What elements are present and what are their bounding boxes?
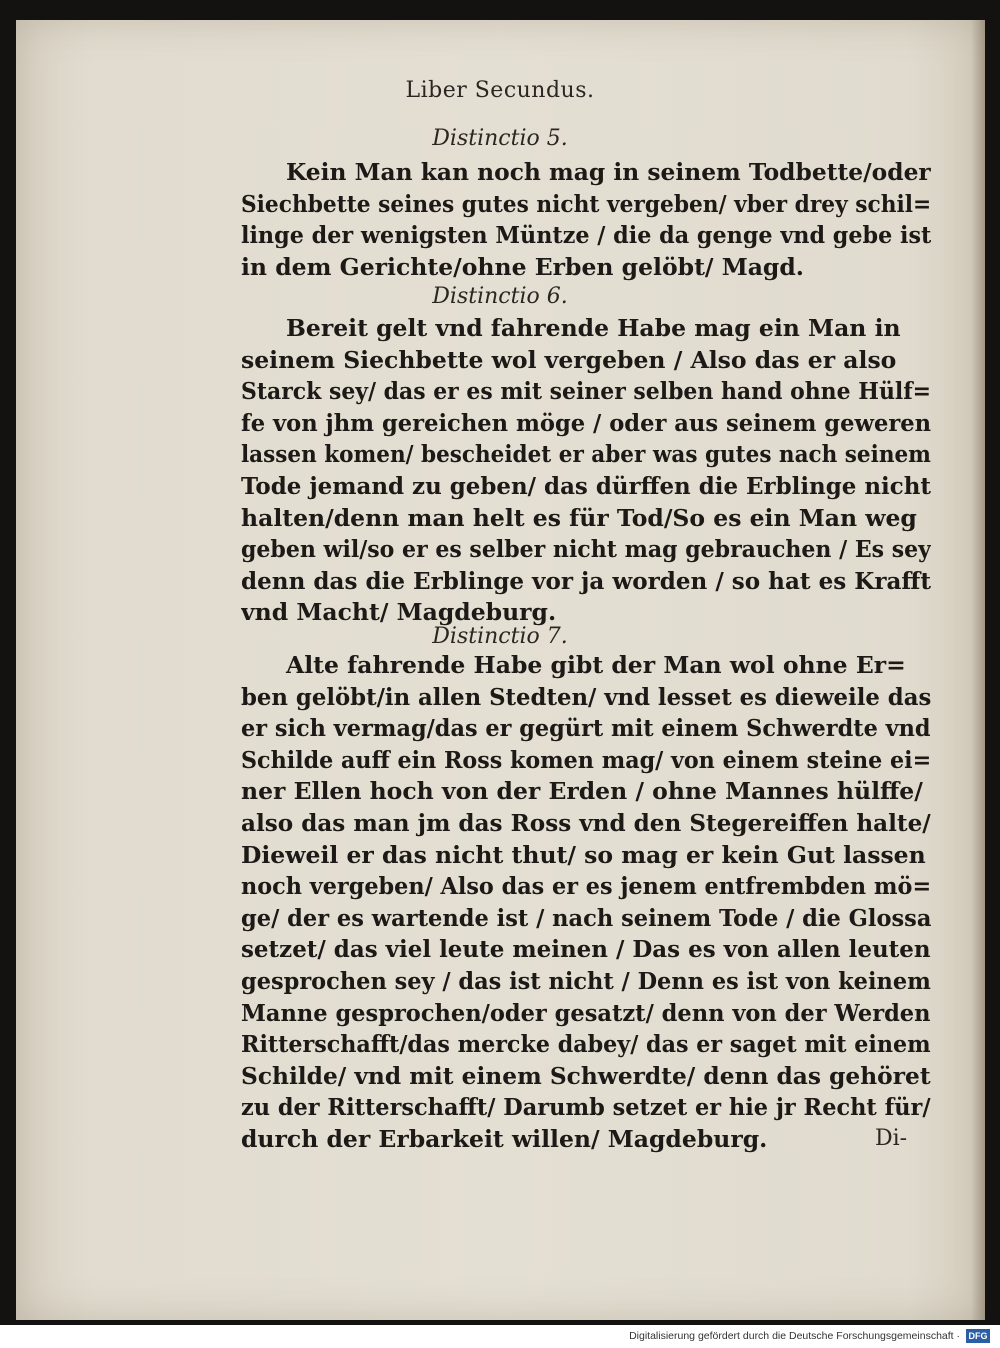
text-line: Starck sey/ das er es mit seiner selben hand ohne Hülf= [241, 377, 931, 406]
text-line: Dieweil er das nicht thut/ so mag er kein Gut lassen [241, 840, 926, 869]
text-line: linge der wenigsten Müntze / die da genge vnd gebe ist [241, 221, 931, 250]
text-line: gesprochen sey / das ist nicht / Denn es ist von keinem [241, 966, 931, 995]
footer-bar [0, 1325, 1000, 1348]
section-body [241, 650, 931, 1156]
text-line: Manne gesprochen/oder gesatzt/ denn von der Werden [241, 998, 931, 1027]
text-line: halten/denn man helt es für Tod/So es ein Man weg [241, 503, 917, 532]
text-line: Ritterschafft/das mercke dabey/ das er saget mit einem [241, 1030, 931, 1059]
text-line: Tode jemand zu geben/ das dürffen die Erblinge nicht [241, 471, 931, 500]
text-line: setzet/ das viel leute meinen / Das es von allen leuten [241, 935, 931, 964]
section-heading: Distinctio 7. [432, 624, 568, 649]
text-line: fe von jhm gereichen möge / oder aus seinem geweren [241, 408, 931, 437]
text-line: Schilde auff ein Ross komen mag/ von einem steine ei= [241, 745, 931, 774]
section-body [241, 313, 931, 629]
running-head: Liber Secundus. [405, 78, 595, 103]
text-line: in dem Gerichte/ohne Erben gelöbt/ Magd. [241, 252, 804, 281]
text-line: Siechbette seines gutes nicht vergeben/ vber drey schil= [241, 189, 931, 218]
funding-credit: Digitalisierung gefördert durch die Deutsche Forschungsgemeinschaft · [629, 1330, 960, 1342]
text-line: Bereit gelt vnd fahrende Habe mag ein Man in [286, 314, 901, 342]
text-line: zu der Ritterschafft/ Darumb setzet er hie jr Recht für/ [241, 1093, 931, 1122]
text-line: er sich vermag/das er gegürt mit einem Schwerdte vnd [241, 714, 931, 743]
catchword: Di- [875, 1126, 908, 1151]
text-line: ben gelöbt/in allen Stedten/ vnd lesset es dieweile das [241, 682, 931, 711]
text-line: also das man jm das Ross vnd den Stegereiffen halte/ [241, 808, 931, 837]
section-heading: Distinctio 6. [432, 284, 568, 309]
text-line: seinem Siechbette wol vergeben / Also das er also [241, 345, 897, 374]
text-line: lassen komen/ bescheidet er aber was gutes nach seinem [241, 440, 931, 469]
text-line: Kein Man kan noch mag in seinem Todbette/oder [286, 158, 931, 186]
section-heading: Distinctio 5. [432, 126, 568, 151]
dfg-logo-icon: DFG [966, 1329, 990, 1343]
text-line: vnd Macht/ Magdeburg. [241, 598, 557, 627]
text-line: geben wil/so er es selber nicht mag gebrauchen / Es sey [241, 535, 931, 564]
page-edge-shadow [971, 20, 985, 1320]
text-line: ner Ellen hoch von der Erden / ohne Mannes hülffe/ [241, 777, 923, 806]
section-body [241, 157, 931, 283]
text-line: noch vergeben/ Also das er es jenem entfrembden mö= [241, 872, 931, 901]
text-line: durch der Erbarkeit willen/ Magdeburg. [241, 1124, 768, 1153]
text-line: denn das die Erblinge vor ja worden / so hat es Krafft [241, 566, 931, 595]
text-line: Schilde/ vnd mit einem Schwerdte/ denn das gehöret [241, 1061, 931, 1090]
text-line: ge/ der es wartende ist / nach seinem Tode / die Glossa [241, 903, 931, 932]
text-line: Alte fahrende Habe gibt der Man wol ohne Er= [286, 651, 906, 679]
